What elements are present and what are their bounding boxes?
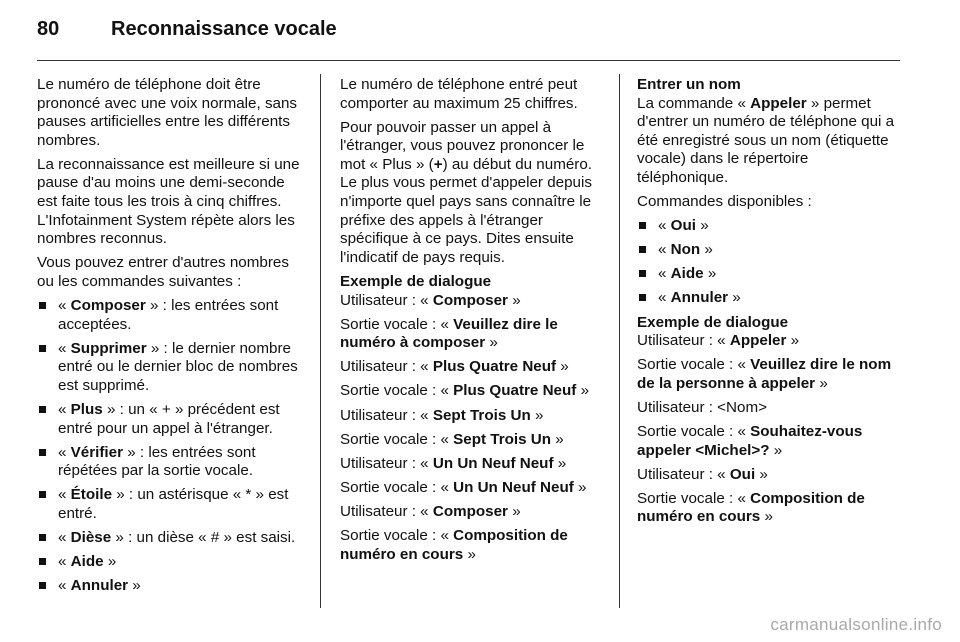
dialogue-line: Utilisateur : <Nom> <box>637 398 767 416</box>
command-desc: » : les entrées sont acceptées. <box>58 297 279 333</box>
command-desc: » : un « + » précédent est entré pour un appel à l'étranger. <box>58 401 280 437</box>
command: Annuler <box>70 577 129 595</box>
bullet-icon <box>639 246 646 253</box>
column-3 <box>637 76 903 532</box>
dialogue-line: Utilisateur : « Composer » <box>340 502 521 520</box>
dialogue-heading: Exemple de dialogue <box>340 272 492 290</box>
command: Aide <box>70 553 104 571</box>
text: Pour pouvoir passer un appel à l'étranger, vous pouvez prononcer le mot « Plus » ( <box>340 118 585 173</box>
list-item: « Supprimer » : le dernier nombre entré ou le dernier bloc de nombres est supprimé. <box>37 340 309 396</box>
command: Annuler <box>670 289 729 307</box>
list-item: « Annuler » <box>37 577 309 596</box>
paragraph: Le numéro de téléphone entré peut comporter au maximum 25 chiffres. <box>340 76 578 112</box>
paragraph: La commande « Appeler » permet d'entrer un numéro de téléphone qui a été enregistré sous un nom (étiquette vocale) dans le répertoire téléphonique. <box>637 94 895 186</box>
dialogue-line: Utilisateur : « Composer » <box>340 291 521 309</box>
dialogue-heading: Exemple de dialogue <box>637 313 789 331</box>
command-desc: » <box>128 577 141 595</box>
list-item: « Vérifier » : les entrées sont répétées par la sortie vocale. <box>37 444 309 481</box>
command-desc: » <box>103 553 117 571</box>
command: Dièse <box>70 529 112 547</box>
dialogue-line: Utilisateur : « Appeler » <box>637 332 800 350</box>
page-header <box>37 18 337 41</box>
command: Vérifier <box>70 443 124 461</box>
command-list <box>637 217 903 308</box>
paragraph: Commandes disponibles : <box>637 193 812 211</box>
column-divider-1 <box>320 74 321 608</box>
command-desc: » : un dièse « # » est saisi. <box>111 529 296 547</box>
list-item: « Annuler » <box>637 289 903 308</box>
page-number: 80 <box>37 18 60 40</box>
dialogue-line: Utilisateur : « Plus Quatre Neuf » <box>340 358 569 376</box>
command: Aide <box>670 265 704 283</box>
bullet-icon <box>39 582 46 589</box>
column-divider-2 <box>619 74 620 608</box>
list-item: « Plus » : un « + » précédent est entré pour un appel à l'étranger. <box>37 401 309 438</box>
dialogue-line: Sortie vocale : « Composition de numéro en cours » <box>637 489 865 526</box>
dialogue-line: Utilisateur : « Un Un Neuf Neuf » <box>340 454 567 472</box>
list-item: « Non » <box>637 241 903 260</box>
header-divider <box>37 60 900 61</box>
bullet-icon <box>39 302 46 309</box>
list-item: « Aide » <box>637 265 903 284</box>
command-desc: » : un astérisque « * » est entré. <box>58 486 289 522</box>
column-2 <box>340 76 606 570</box>
text: ) au début du numéro. Le plus vous permet d'appeler depuis n'importe quel pays sans connaître le préfixe des appels à l'étranger spécifique à ce pays. Dites ensuite l'indicatif de pays requis. <box>340 155 593 266</box>
bullet-icon <box>39 534 46 541</box>
bullet-icon <box>639 270 646 277</box>
dialogue-line: Sortie vocale : « Sept Trois Un » <box>340 430 564 448</box>
command: Plus <box>70 401 103 418</box>
bullet-icon <box>639 294 646 301</box>
bullet-icon <box>39 345 46 352</box>
dialogue-line: Sortie vocale : « Composition de numéro en cours » <box>340 526 568 563</box>
watermark: carmanualsonline.info <box>770 615 942 634</box>
dialogue-line: Sortie vocale : « Veuillez dire le numéro à composer » <box>340 315 558 352</box>
section-heading: Entrer un nom <box>637 76 741 93</box>
command-desc: » : le dernier nombre entré ou le dernier bloc de nombres est supprimé. <box>58 339 298 394</box>
dialogue-line: Sortie vocale : « Souhaitez-vous appeler <Michel>? » <box>637 423 863 459</box>
command: Oui <box>670 217 696 235</box>
paragraph: La reconnaissance est meilleure si une pause d'au moins une demi-seconde est faite tous les trois à cinq chiffres. L'Infotainment System répète alors les nombres reconnus. <box>37 155 300 248</box>
dialogue-line: Sortie vocale : « Plus Quatre Neuf » <box>340 382 590 400</box>
command-list <box>37 297 309 596</box>
list-item: « Aide » <box>37 553 309 572</box>
dialogue-line: Utilisateur : « Sept Trois Un » <box>340 406 544 424</box>
paragraph: Vous pouvez entrer d'autres nombres ou les commandes suivantes : <box>37 254 289 290</box>
list-item: « Composer » : les entrées sont acceptées. <box>37 297 309 334</box>
list-item: « Oui » <box>637 217 903 236</box>
plus-symbol: + <box>433 155 443 173</box>
dialogue-line: Utilisateur : « Oui » <box>637 465 768 483</box>
bullet-icon <box>39 406 46 413</box>
bullet-icon <box>39 491 46 498</box>
bullet-icon <box>39 558 46 565</box>
page-title: Reconnaissance vocale <box>111 18 337 40</box>
dialogue-line: Sortie vocale : « Veuillez dire le nom de la personne à appeler » <box>637 356 892 392</box>
paragraph: Le numéro de téléphone doit être prononcé avec une voix normale, sans pauses artificielles entre les différents nombres. <box>37 76 298 149</box>
bullet-icon <box>39 449 46 456</box>
command: Non <box>670 241 701 259</box>
list-item: « Dièse » : un dièse « # » est saisi. <box>37 529 309 548</box>
dialogue-line: Sortie vocale : « Un Un Neuf Neuf » <box>340 478 587 496</box>
list-item: « Étoile » : un astérisque « * » est entré. <box>37 486 309 523</box>
command-desc: » : les entrées sont répétées par la sortie vocale. <box>58 443 256 480</box>
command: Composer <box>70 297 146 315</box>
command: Étoile <box>70 486 113 504</box>
bullet-icon <box>639 222 646 229</box>
paragraph <box>340 119 606 268</box>
column-1 <box>37 76 309 601</box>
command: Appeler <box>750 94 807 112</box>
command: Supprimer <box>70 339 147 357</box>
